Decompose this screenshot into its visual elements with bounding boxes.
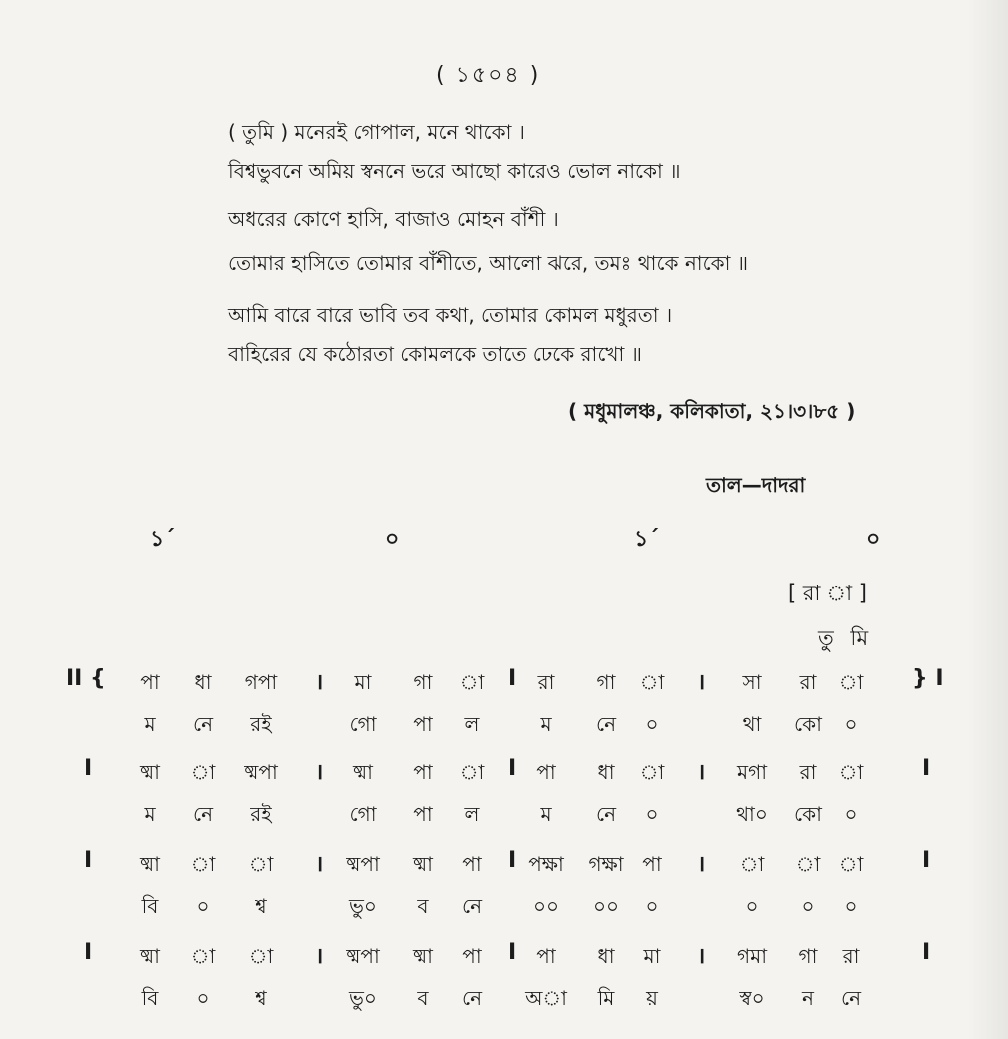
lyric-syllable: শ্ব (255, 986, 267, 1010)
swara-note: ষ্মা (140, 944, 160, 968)
swara-note: পা (642, 852, 662, 876)
bar-line: I (508, 848, 517, 873)
taal-heading: তাল—দাদরা (706, 473, 806, 497)
swara-note: পা (536, 944, 556, 968)
pickup-swara: [ রা া ] (788, 581, 867, 605)
swara-note: ধা (597, 760, 615, 784)
swara-note: সা (742, 670, 762, 694)
swara-note: মগা (736, 760, 767, 784)
lyric-syllable: ব (417, 986, 429, 1010)
lyric-syllable: ম (144, 802, 156, 826)
bar-line: । (697, 852, 706, 877)
lyric-syllable: গো (349, 712, 377, 736)
swara-note: পা (536, 760, 556, 784)
swara-note: ষ্মপা (346, 944, 380, 968)
lyric-line: ( তুমি ) মনেরই গোপাল, মনে থাকো । (228, 120, 525, 144)
lyric-syllable: ০ (196, 986, 210, 1010)
bar-line: I (508, 940, 517, 965)
bar-line: । (697, 760, 706, 785)
lyric-syllable: বি (141, 986, 159, 1010)
lyric-syllable: স্ব০ (739, 986, 765, 1010)
lyric-line: অধরের কোণে হাসি, বাজাও মোহন বাঁশী । (228, 207, 559, 231)
bar-line: । (697, 670, 706, 695)
bar-line: । (315, 944, 324, 969)
line-start-mark: I (84, 756, 93, 781)
lyric-syllable: ম (540, 712, 552, 736)
beat-mark: ০ (385, 527, 400, 552)
lyric-syllable: ব (417, 894, 429, 918)
lyric-line: তোমার হাসিতে তোমার বাঁশীতে, আলো ঝরে, তমঃ থাকে নাকো ॥ (228, 251, 749, 275)
lyric-syllable: ০ (844, 712, 858, 736)
beat-mark: ০ (866, 527, 881, 552)
lyric-syllable: মি (597, 986, 615, 1010)
lyric-syllable: গো (349, 802, 377, 826)
lyric-syllable: রই (250, 802, 272, 826)
lyric-syllable: থা০ (736, 802, 768, 826)
swara-note: গক্ষা (588, 852, 624, 876)
line-end-mark: I (922, 940, 931, 965)
swara-note: ধা (597, 944, 615, 968)
lyric-syllable: ০ (745, 894, 759, 918)
pickup-lyric: তু মি (818, 626, 869, 650)
line-start-mark: I (84, 940, 93, 965)
lyric-syllable: নে (192, 802, 214, 826)
lyric-syllable: ল (464, 802, 480, 826)
swara-note: পা (462, 944, 482, 968)
lyric-syllable: ন (802, 986, 814, 1010)
lyric-syllable: নে (595, 712, 617, 736)
lyric-syllable: রই (250, 712, 272, 736)
beat-mark: ১´ (150, 527, 176, 552)
lyric-syllable: ০০ (592, 894, 619, 918)
swara-note: রা (799, 670, 817, 694)
swara-note: পা (140, 670, 160, 694)
lyric-syllable: নে (192, 712, 214, 736)
bar-line: I (508, 756, 517, 781)
lyric-syllable: নে (461, 894, 483, 918)
lyric-syllable: ০ (645, 894, 659, 918)
swara-note: া (248, 944, 274, 968)
bar-line: । (315, 670, 324, 695)
lyric-line: আমি বারে বারে ভাবি তব কথা, তোমার কোমল মধুরতা । (228, 303, 673, 327)
lyric-syllable: য় (646, 986, 658, 1010)
swara-note: গা (596, 670, 616, 694)
swara-note: রা (842, 944, 860, 968)
lyric-syllable: ভু০ (349, 894, 377, 918)
swara-note: পা (462, 852, 482, 876)
lyric-syllable: ০ (645, 712, 659, 736)
swara-note: গা (798, 944, 818, 968)
lyric-syllable: ম (144, 712, 156, 736)
bar-line: I (508, 666, 517, 691)
swara-note: ষ্মা (140, 852, 160, 876)
lyric-syllable: থা (742, 712, 762, 736)
swara-note: রা (799, 760, 817, 784)
beat-mark: ১´ (634, 527, 660, 552)
page-number: ( ১৫০৪ ) (436, 63, 541, 88)
swara-note: া (838, 670, 864, 694)
swara-note: গপা (244, 670, 278, 694)
lyric-syllable: ০ (196, 894, 210, 918)
lyric-syllable: কো (794, 802, 822, 826)
lyric-syllable: অা (525, 986, 567, 1010)
lyric-syllable: ০০ (532, 894, 559, 918)
swara-note: া (639, 760, 665, 784)
line-start-mark: II { (66, 666, 106, 691)
lyric-syllable: ল (464, 712, 480, 736)
lyric-syllable: নে (595, 802, 617, 826)
line-start-mark: I (84, 848, 93, 873)
swara-note: পা (413, 760, 433, 784)
lyric-syllable: কো (794, 712, 822, 736)
bar-line: । (315, 852, 324, 877)
swara-note: ষ্মপা (244, 760, 278, 784)
swara-note: মা (354, 670, 372, 694)
line-end-mark: } I (912, 666, 944, 691)
swara-note: ধা (194, 670, 212, 694)
swara-note: পক্ষা (528, 852, 564, 876)
lyric-syllable: ০ (645, 802, 659, 826)
swara-note: মা (643, 944, 661, 968)
swara-note: া (248, 852, 274, 876)
swara-note: রা (537, 670, 555, 694)
lyric-line: বাহিরের যে কঠোরতা কোমলকে তাতে ঢেকে রাখো ॥ (228, 342, 642, 366)
swara-note: গমা (736, 944, 767, 968)
swara-note: া (190, 944, 216, 968)
swara-note: া (838, 852, 864, 876)
bar-line: । (697, 944, 706, 969)
swara-note: া (190, 760, 216, 784)
lyric-syllable: ভু০ (349, 986, 377, 1010)
lyric-line: বিশ্বভুবনে অমিয় স্বননে ভরে আছো কারেও ভোল নাকো ॥ (228, 159, 681, 183)
scan-page-edge (968, 0, 1008, 1039)
line-end-mark: I (922, 848, 931, 873)
lyric-syllable: ০ (844, 802, 858, 826)
swara-note: া (190, 852, 216, 876)
lyric-syllable: ০ (844, 894, 858, 918)
swara-note: া (459, 670, 485, 694)
lyric-syllable: নে (461, 986, 483, 1010)
lyric-syllable: বি (141, 894, 159, 918)
swara-note: ষ্মা (413, 852, 433, 876)
bar-line: । (315, 760, 324, 785)
swara-note: া (459, 760, 485, 784)
swara-note: ষ্মা (413, 944, 433, 968)
lyric-syllable: নে (840, 986, 862, 1010)
lyric-syllable: শ্ব (255, 894, 267, 918)
swara-note: া (739, 852, 765, 876)
swara-note: ষ্মপা (346, 852, 380, 876)
swara-note: া (795, 852, 821, 876)
swara-note: া (838, 760, 864, 784)
lyric-syllable: ম (540, 802, 552, 826)
source-attribution: ( মধুমালঞ্চ, কলিকাতা, ২১।৩।৮৫ ) (568, 399, 856, 423)
lyric-syllable: পা (413, 802, 433, 826)
lyric-syllable: পা (413, 712, 433, 736)
swara-note: গা (413, 670, 433, 694)
swara-note: া (639, 670, 665, 694)
swara-note: ষ্মা (140, 760, 160, 784)
line-end-mark: I (922, 756, 931, 781)
lyric-syllable: ০ (801, 894, 815, 918)
swara-note: ষ্মা (353, 760, 373, 784)
